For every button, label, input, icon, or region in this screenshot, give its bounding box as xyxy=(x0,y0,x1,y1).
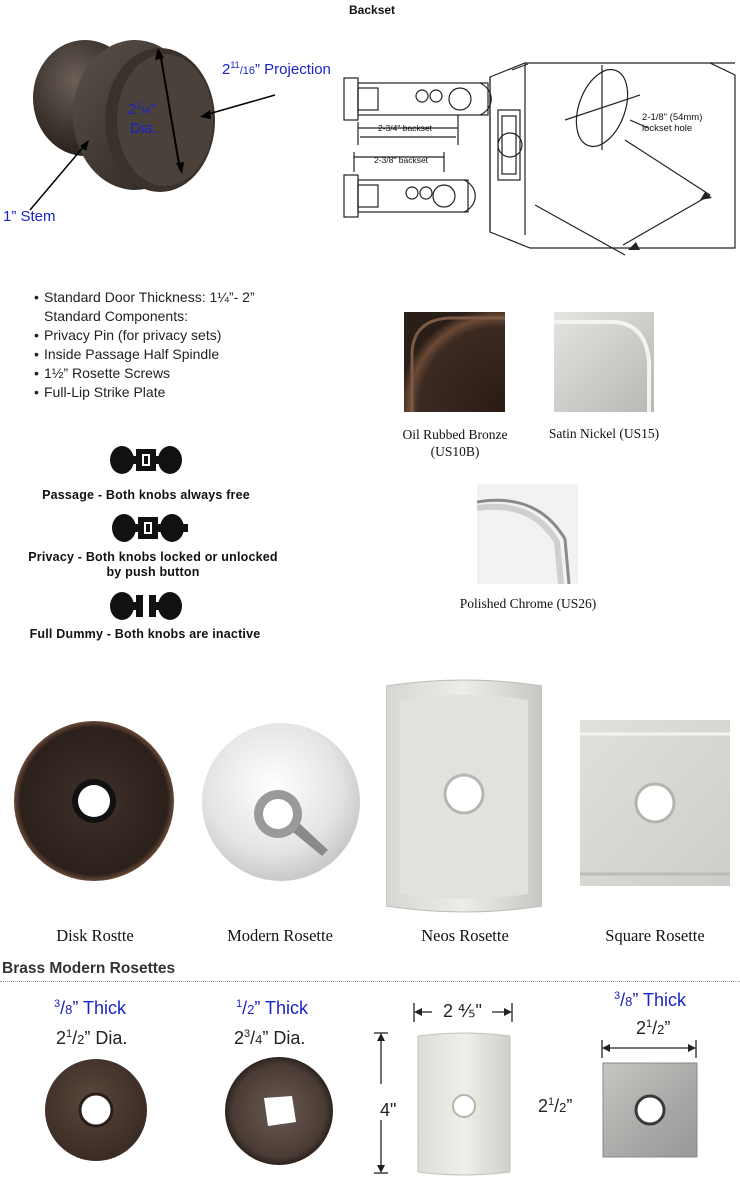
brass-item-1-thickness: $^3$/8” Thick xyxy=(54,998,127,1018)
lockset-hole-label: 2-1/8" (54mm) lockset hole xyxy=(642,112,703,134)
knob-stem-label: 1” Stem xyxy=(3,208,56,225)
brass-section-title: Brass Modern Rosettes xyxy=(2,960,176,977)
knob-projection-label: $2^{11}/16$” Projection xyxy=(222,60,331,78)
disk-rosette-image xyxy=(12,720,176,882)
brass-item-4-thickness: $^3$/8” Thick xyxy=(614,990,687,1010)
specs-list xyxy=(34,288,255,402)
oil-rubbed-bronze-swatch xyxy=(404,312,505,412)
modern-rosette-image xyxy=(200,722,362,882)
oil-rubbed-bronze-label: Oil Rubbed Bronze (US10B) xyxy=(402,427,508,459)
knob-diameter-label: $2^1/4$” Dia. xyxy=(128,100,157,137)
brass-item-3-image xyxy=(416,1032,512,1176)
square-rosette-label: Square Rosette xyxy=(605,926,705,945)
polished-chrome-swatch xyxy=(477,484,578,584)
knob-illustration xyxy=(0,20,350,240)
brass-item-1-image xyxy=(44,1058,148,1162)
square-rosette-image xyxy=(580,720,730,886)
brass-item-4-image xyxy=(602,1062,698,1158)
brass-item-4-height: $2^1/2$” xyxy=(538,1096,573,1116)
privacy-function-label: Privacy - Both knobs locked or unlocked by push button xyxy=(28,550,278,579)
brass-item-4-width: $2^1/2$” xyxy=(636,1018,671,1038)
backset-title: Backset xyxy=(349,3,396,17)
modern-rosette-label: Modern Rosette xyxy=(227,926,333,945)
neos-rosette-label: Neos Rosette xyxy=(421,926,509,945)
brass-item-1-diameter: $2^1/2$” Dia. xyxy=(56,1028,128,1048)
spec-item: • Inside Passage Half Spindle xyxy=(34,345,255,364)
spec-item: • Privacy Pin (for privacy sets) xyxy=(34,326,255,345)
backset-label-2: 2-3/8" backset xyxy=(374,155,429,165)
disk-rosette-label: Disk Rostte xyxy=(56,926,134,945)
spec-item: • Standard Door Thickness: 1¼”- 2” Standard Components: xyxy=(34,288,255,326)
dummy-function-label: Full Dummy - Both knobs are inactive xyxy=(29,627,261,641)
brass-item-3-width: 2 ⅘" xyxy=(443,1001,482,1021)
brass-item-2-diameter: $2^3/4$” Dia. xyxy=(234,1028,306,1048)
privacy-function-icon xyxy=(110,512,190,544)
passage-function-icon xyxy=(108,444,184,476)
backset-diagram xyxy=(340,20,740,270)
neos-rosette-image xyxy=(386,678,542,914)
backset-label-1: 2-3/4" backset xyxy=(378,123,433,133)
spec-item: • Full-Lip Strike Plate xyxy=(34,383,255,402)
brass-item-2-thickness: $^1$/2” Thick xyxy=(236,998,309,1018)
section-divider xyxy=(0,981,740,982)
satin-nickel-swatch xyxy=(554,312,654,412)
brass-item-2-image xyxy=(224,1056,334,1166)
brass-item-3-height: 4" xyxy=(380,1100,397,1120)
passage-function-label: Passage - Both knobs always free xyxy=(42,488,250,502)
polished-chrome-label: Polished Chrome (US26) xyxy=(459,596,597,611)
spec-item: • 1½” Rosette Screws xyxy=(34,364,255,383)
satin-nickel-label: Satin Nickel (US15) xyxy=(548,426,660,441)
dummy-function-icon xyxy=(108,590,184,622)
